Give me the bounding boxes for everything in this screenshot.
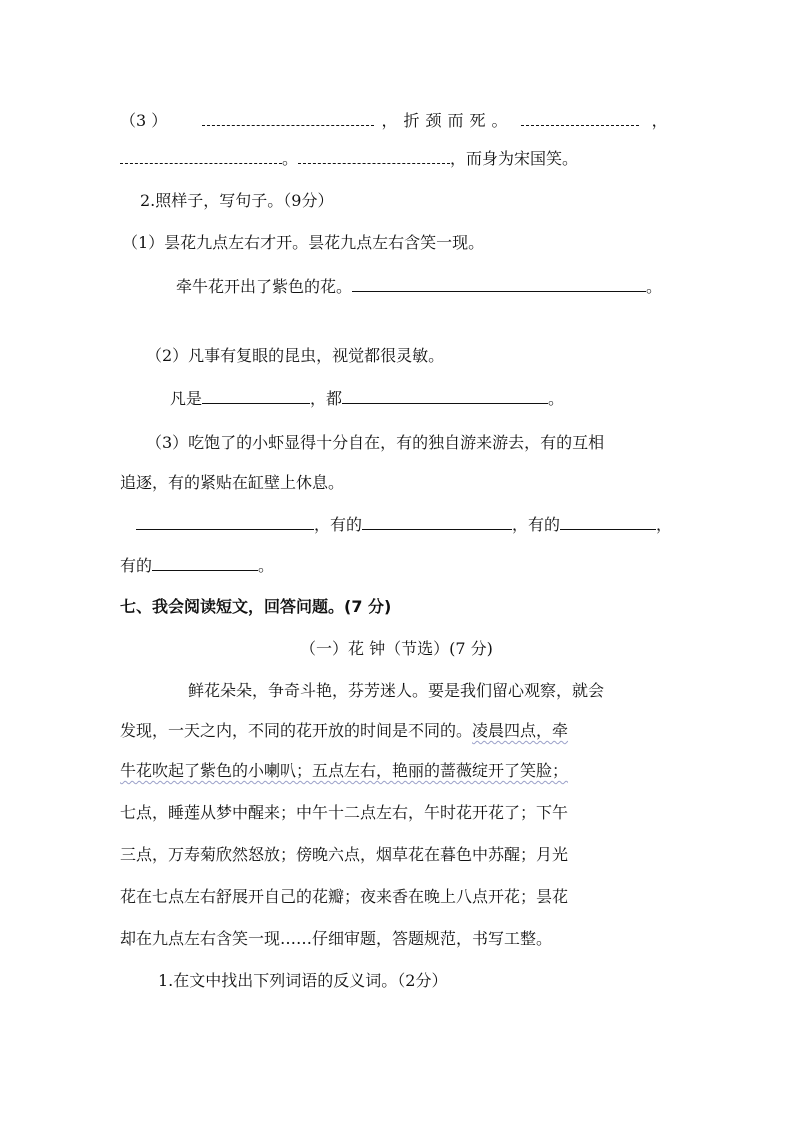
passage-text: 发现，一天之内，不同的花开放的时间是不同的。: [120, 721, 473, 740]
answer-line[interactable]: [362, 515, 512, 530]
example-3-line2: 追逐，有的紧贴在缸壁上休息。: [120, 473, 345, 492]
answer-blank[interactable]: [298, 149, 450, 164]
rewrite-2: [170, 388, 564, 410]
rewrite-1-prompt: 牵牛花开出了紫色的花。: [176, 277, 353, 296]
passage-title: （一）花 钟（节选）(7 分): [300, 639, 493, 658]
rewrite-3-b: ，有的: [512, 515, 561, 534]
question-3-line2: [120, 148, 578, 170]
question-1: 1.在文中找出下列词语的反义词。（2分）: [158, 971, 448, 990]
answer-line[interactable]: [342, 389, 548, 404]
rewrite-2-a: 凡是: [170, 389, 203, 408]
question-2-title: 2.照样子，写句子。（9分）: [140, 191, 334, 210]
answer-blank[interactable]: [521, 111, 639, 126]
comma: ，: [651, 111, 668, 130]
answer-line[interactable]: [352, 277, 646, 292]
example-2: （2）凡事有复眼的昆虫，视觉都很灵敏。: [146, 346, 445, 365]
question-3-middle: ，折颈而死。: [381, 111, 514, 130]
underlined-text: 凌晨四点，牵: [472, 721, 569, 740]
passage-line: 却在九点左右含笑一现……仔细审题，答题规范，书写工整。: [120, 929, 553, 948]
period: 。: [548, 389, 565, 408]
passage-line: 花在七点左右舒展开自己的花瓣；夜来香在晚上八点开花；昙花: [120, 887, 569, 906]
rewrite-3-a: ，有的: [314, 515, 363, 534]
question-3-line1: [120, 110, 668, 132]
passage-line-underlined: 牛花吹起了紫色的小喇叭；五点左右，艳丽的蔷薇绽开了笑脸；: [120, 761, 569, 780]
question-3-tail: ，而身为宋国笑。: [450, 149, 579, 168]
answer-line[interactable]: [152, 556, 258, 571]
period: 。: [646, 277, 663, 296]
answer-line[interactable]: [136, 515, 314, 530]
answer-line[interactable]: [560, 515, 656, 530]
rewrite-2-b: ，都: [310, 389, 343, 408]
answer-blank[interactable]: [202, 111, 374, 126]
question-3-number: （3 ）: [120, 111, 168, 130]
example-1: （1）昙花九点左右才开。昙花九点左右含笑一现。: [122, 233, 485, 252]
passage-line: 鲜花朵朵，争奇斗艳，芬芳迷人。要是我们留心观察，就会: [188, 681, 605, 700]
rewrite-3-d: 有的: [120, 556, 153, 575]
answer-blank[interactable]: [120, 149, 282, 164]
example-3-line1: （3）吃饱了的小虾显得十分自在，有的独自游来游去，有的互相: [146, 433, 605, 452]
rewrite-3-line2: [120, 555, 274, 577]
period: 。: [258, 556, 275, 575]
passage-line: [120, 720, 568, 742]
section-heading: 七、我会阅读短文，回答问题。(7 分): [120, 597, 392, 616]
rewrite-1: [176, 276, 662, 298]
answer-line[interactable]: [202, 389, 310, 404]
rewrite-3-c: ，: [656, 515, 673, 534]
passage-line: 七点，睡莲从梦中醒来；中午十二点左右，午时花开花了；下午: [120, 803, 569, 822]
rewrite-3-line1: [136, 514, 672, 536]
period: 。: [282, 149, 299, 168]
passage-line: 三点，万寿菊欣然怒放；傍晚六点，烟草花在暮色中苏醒；月光: [120, 845, 569, 864]
